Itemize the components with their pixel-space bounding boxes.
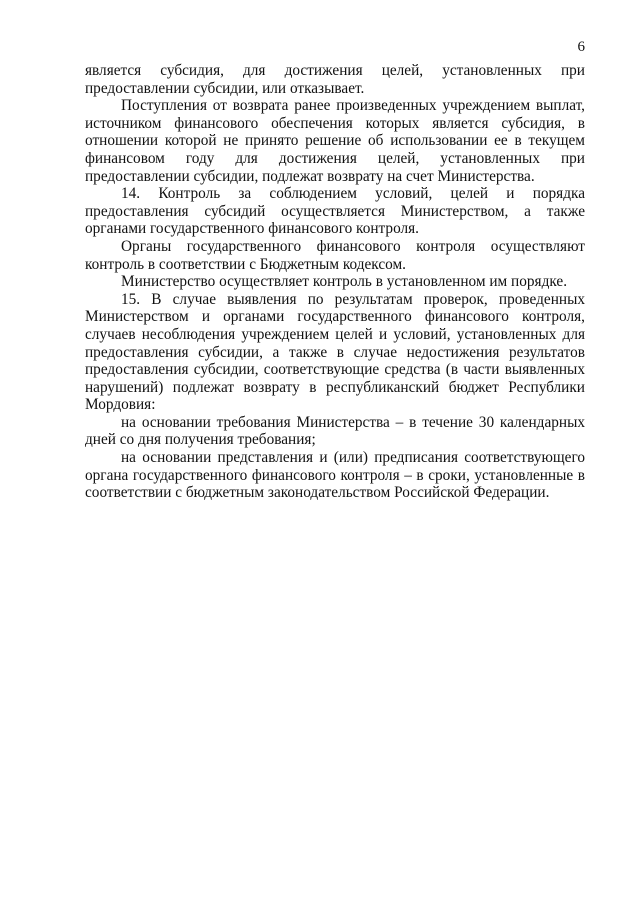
paragraph-refund-receipts: Поступления от возврата ранее произведенных учреждением выплат, источником финансового обеспечения которых является субсидия, в отношении которой не принято решение об использовании ее в текущем финансовом году для достижения целей, установленных при предоставлении субсидии, подлежат возврату на счет Министерства. bbox=[85, 97, 585, 185]
document-body bbox=[85, 62, 585, 502]
paragraph-ministry-requirement: на основании требования Министерства – в течение 30 календарных дней со дня получения требования; bbox=[85, 413, 585, 449]
paragraph-14-control: 14. Контроль за соблюдением условий, целей и порядка предоставления субсидий осуществляется Министерством, а также органами государственного финансового контроля. bbox=[85, 185, 585, 238]
page-number: 6 bbox=[577, 39, 585, 55]
paragraph-ministry-control: Министерство осуществляет контроль в установленном им порядке. bbox=[121, 273, 568, 291]
paragraph-15-violations: 15. В случае выявления по результатам проверок, проведенных Министерством и органами государственного финансового контроля, случаев несоблюдения учреждением целей и условий, установленных для предоставления субсидии, а также в случае недостижения результатов предоставления субсидии, соответствующие средства (в части выявленных нарушений) подлежат возврату в республиканский бюджет Республики Мордовия: bbox=[85, 290, 585, 414]
paragraph-control-body-order: на основании представления и (или) предписания соответствующего органа государственного финансового контроля – в сроки, установленные в соответствии с бюджетным законодательством Российской Федерации. bbox=[85, 449, 585, 502]
paragraph-financial-control-bodies: Органы государственного финансового контроля осуществляют контроль в соответствии с Бюджетным кодексом. bbox=[85, 237, 585, 273]
paragraph-subsidy-refusal: является субсидия, для достижения целей, установленных при предоставлении субсидии, или отказывает. bbox=[85, 62, 585, 97]
